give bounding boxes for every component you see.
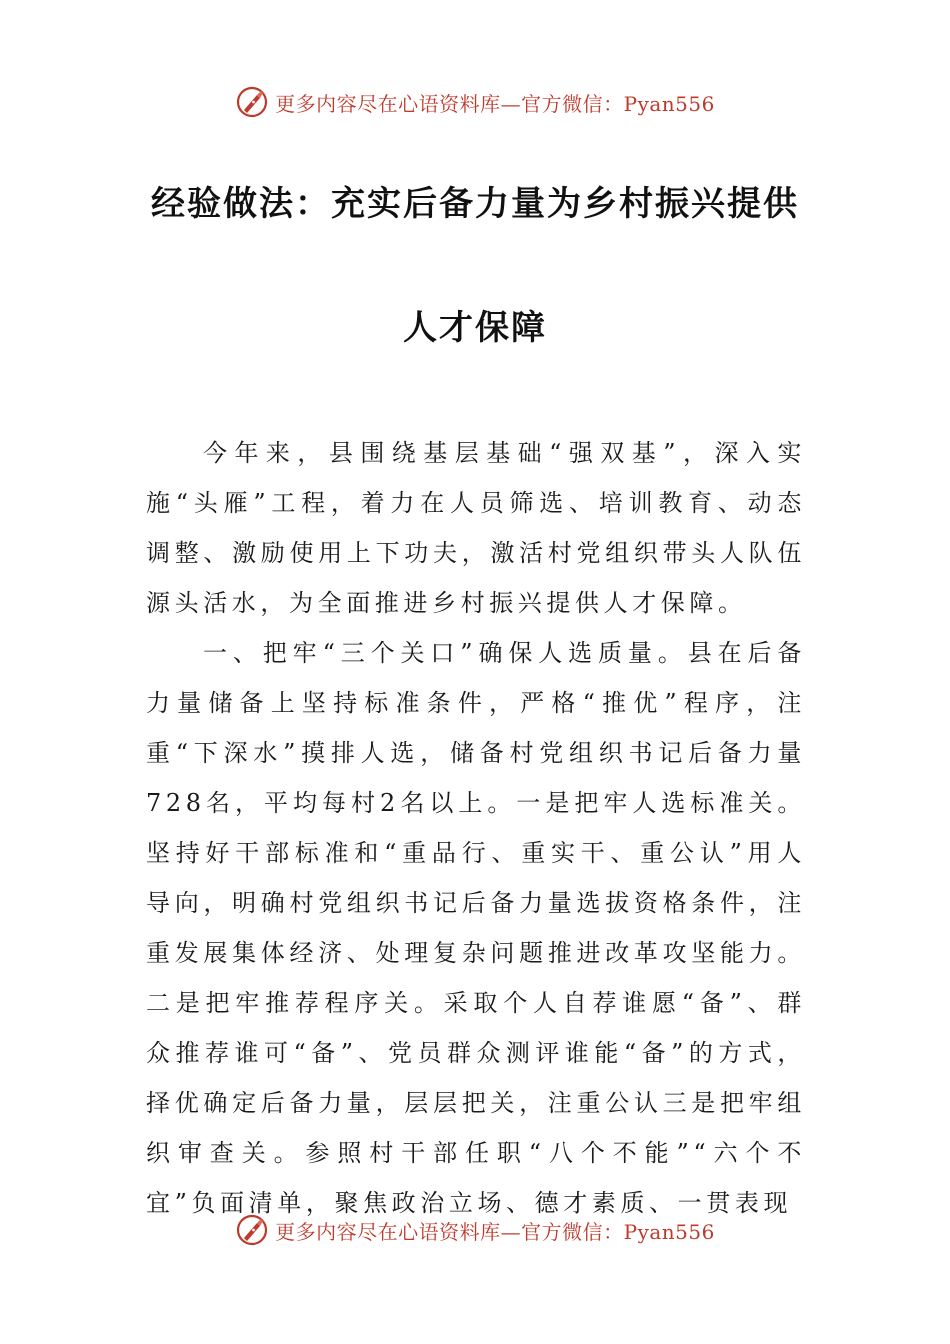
pen-nib-logo-icon	[235, 1213, 269, 1247]
header-watermark-banner	[0, 80, 950, 124]
document-body	[146, 428, 806, 1228]
pen-nib-logo-icon	[235, 85, 269, 119]
banner-text	[275, 88, 715, 117]
banner-main-text: 更多内容尽在心语资料库	[275, 91, 501, 116]
banner-wechat-text: 官方微信：Pyan556	[521, 91, 715, 116]
body-paragraph-1: 今年来，县围绕基层基础“强双基”，深入实施“头雁”工程，着力在人员筛选、培训教育、动态调整、激励使用上下功夫，激活村党组织带头人队伍源头活水，为全面推进乡村振兴提供人才保障。	[146, 439, 806, 617]
footer-watermark-banner	[0, 1208, 950, 1252]
document-title-line-1: 经验做法：充实后备力量为乡村振兴提供	[151, 184, 799, 224]
banner-separator: —	[500, 91, 522, 116]
banner-wechat-text: 官方微信：Pyan556	[521, 1219, 715, 1244]
banner-separator: —	[500, 1219, 522, 1244]
banner-text	[275, 1216, 715, 1245]
document-title-line-2: 人才保障	[403, 308, 547, 348]
body-paragraph-2: 一、把牢“三个关口”确保人选质量。县在后备力量储备上坚持标准条件，严格“推优”程序，注重“下深水”摸排人选，储备村党组织书记后备力量728名，平均每村2名以上。一是把牢人选标准关。坚持好干部标准和“重品行、重实干、重公认”用人导向，明确村党组织书记后备力量选拔资格条件，注重发展集体经济、处理复杂问题推进改革攻坚能力。二是把牢推荐程序关。采取个人自荐谁愿“备”、群众推荐谁可“备”、党员群众测评谁能“备”的方式，择优确定后备力量，层层把关，注重公认三是把牢组织审查关。参照村干部任职“八个不能”“六个不宜”负面清单，聚焦政治立场、德才素质、一贯表现	[146, 639, 806, 1217]
banner-main-text: 更多内容尽在心语资料库	[275, 1219, 501, 1244]
